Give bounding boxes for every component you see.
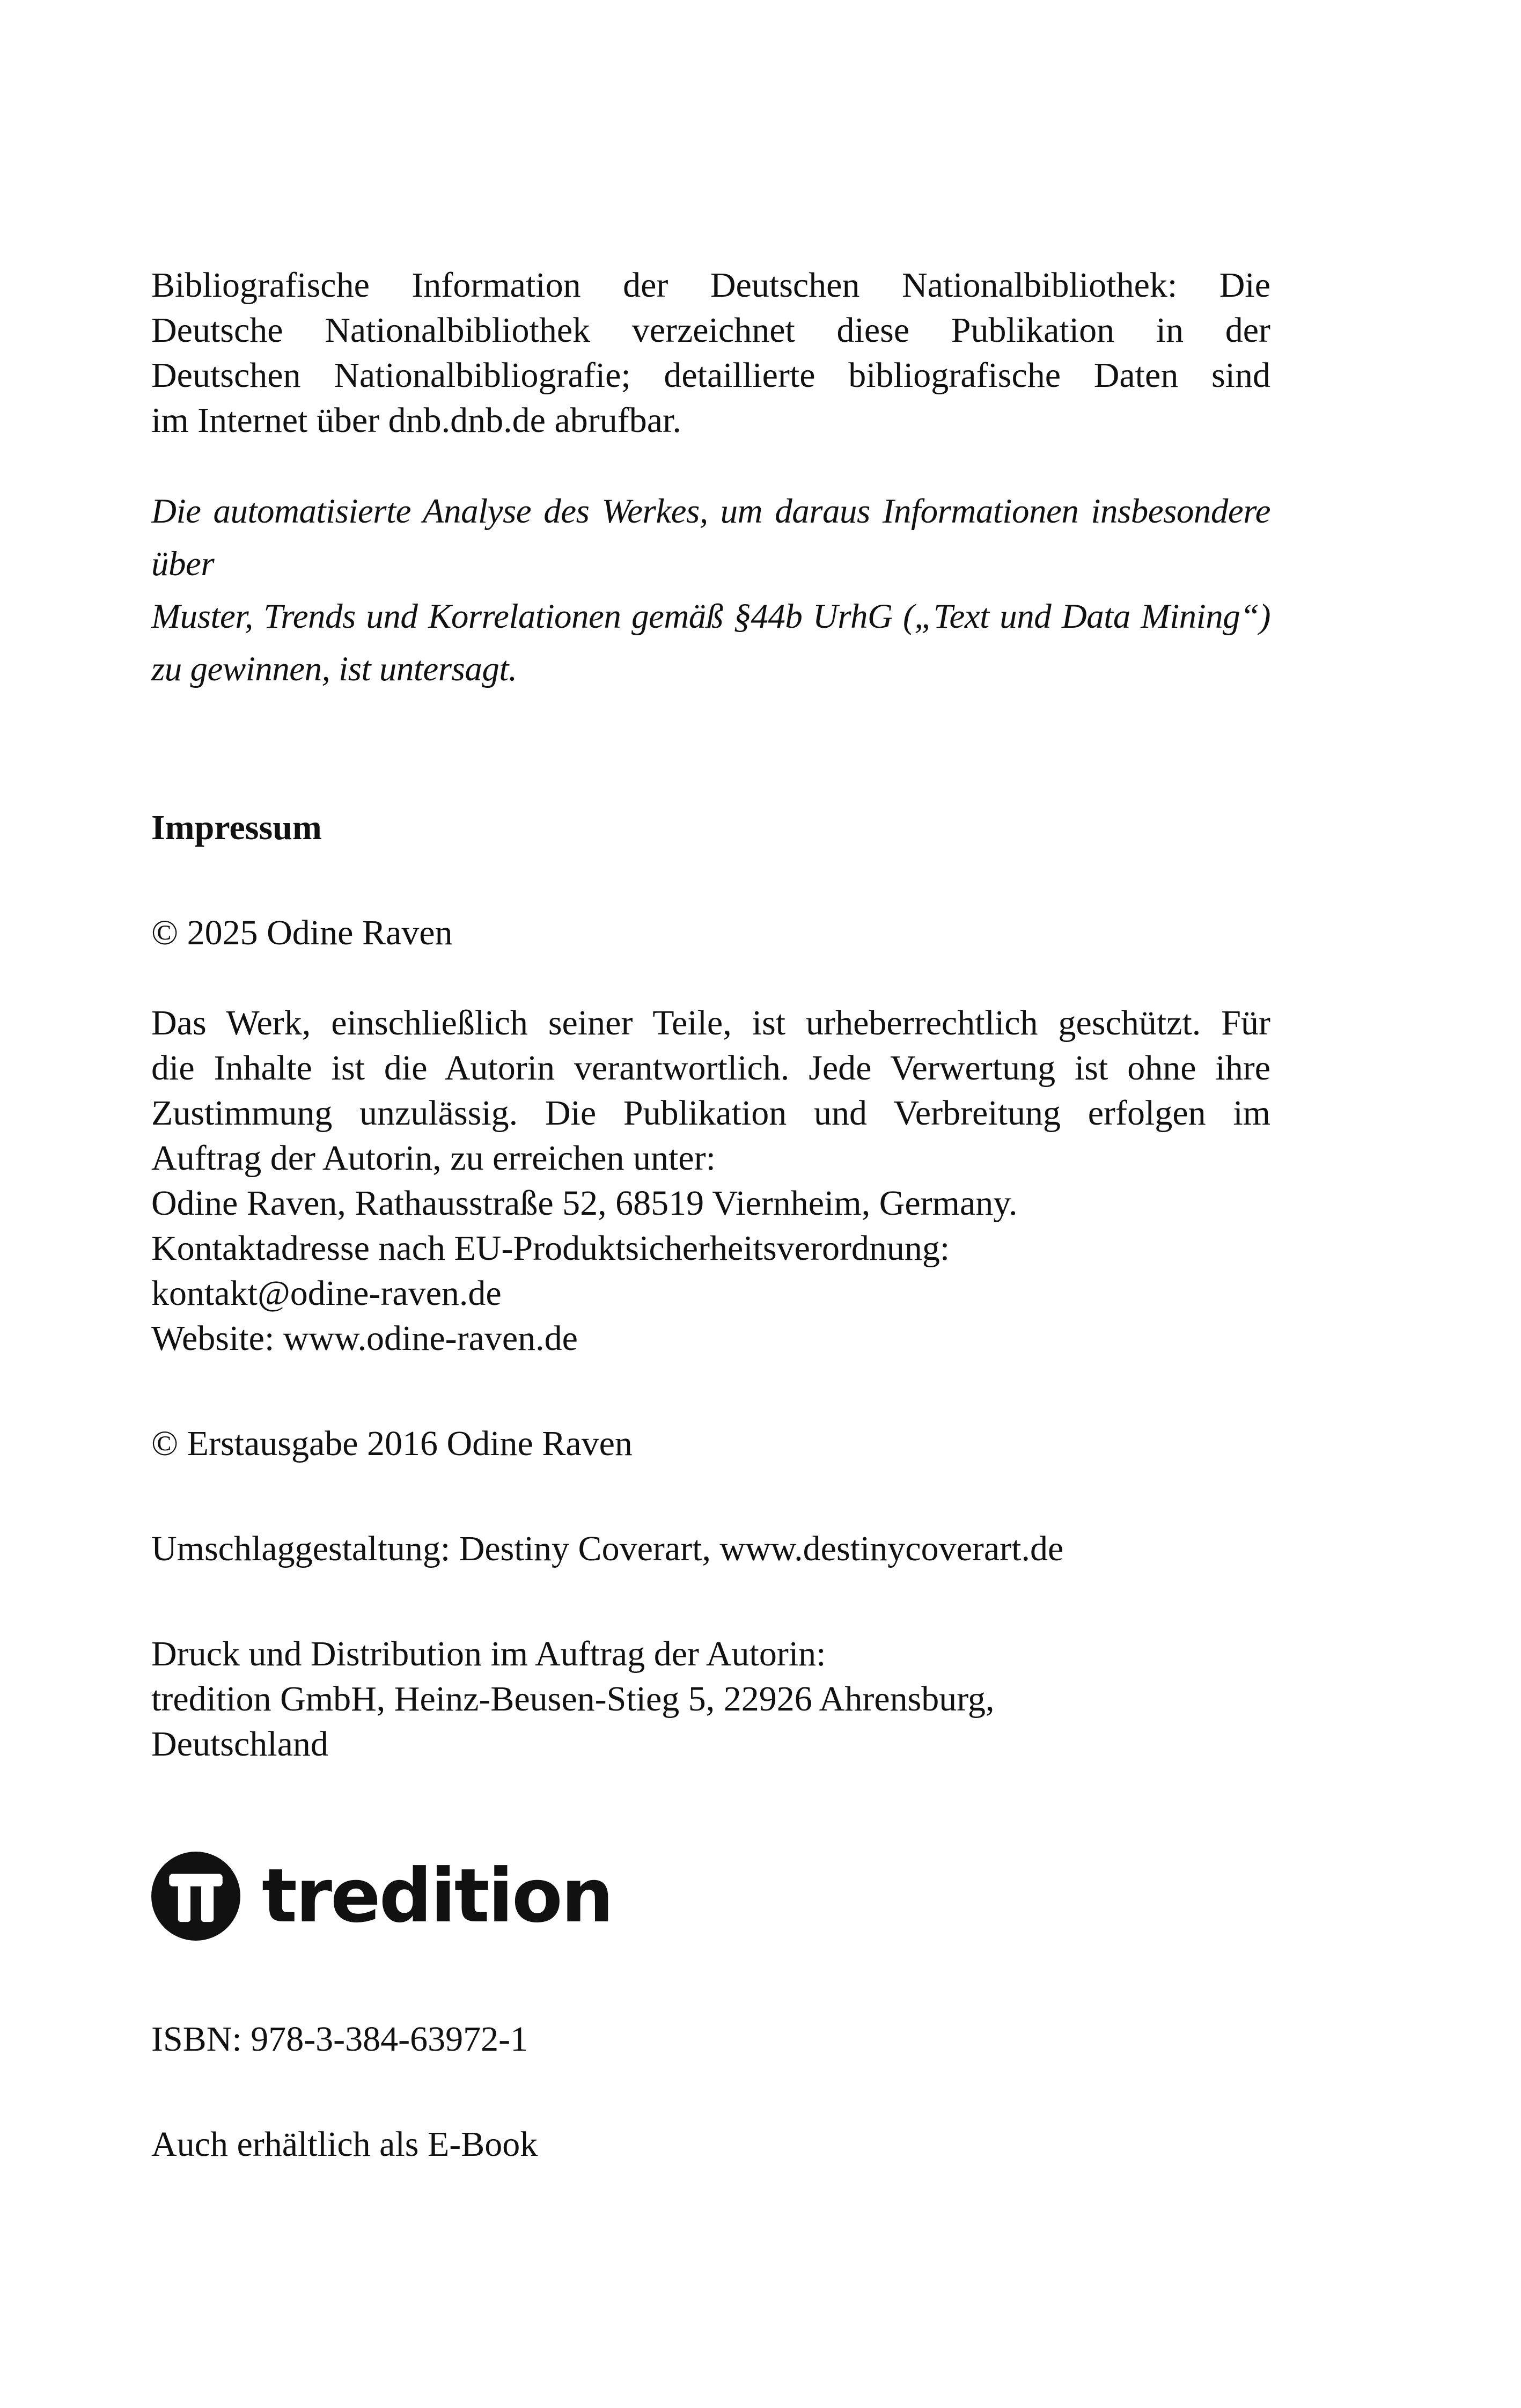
isbn-line: ISBN: 978-3-384-63972-1	[151, 2020, 528, 2059]
bibliographic-line: im Internet über dnb.dnb.de abrufbar.	[151, 401, 681, 440]
ebook-note: Auch erhältlich als E-Book	[151, 2125, 538, 2164]
imprint-page	[151, 263, 1270, 2167]
tredition-logo	[151, 1851, 1270, 1942]
distribution-line: tredition GmbH, Heinz-Beusen-Stieg 5, 22926 Ahrensburg,	[151, 1679, 995, 1719]
distribution-line: Deutschland	[151, 1724, 328, 1764]
website-line: Website: www.odine-raven.de	[151, 1319, 578, 1358]
first-edition-line: © Erstausgabe 2016 Odine Raven	[151, 1424, 633, 1463]
tdm-notice-line: zu gewinnen, ist untersagt.	[151, 650, 517, 688]
rights-notice	[151, 1001, 1270, 1361]
tredition-wordmark: tredition	[262, 1853, 613, 1939]
rights-line: Das Werk, einschließlich seiner Teile, ist urheberrechtlich geschützt. Für	[151, 1003, 1270, 1043]
distribution-info	[151, 1632, 1270, 1767]
address-line: Odine Raven, Rathausstraße 52, 68519 Viernheim, Germany.	[151, 1184, 1018, 1223]
cover-design-line: Umschlaggestaltung: Destiny Coverart, www.destinycoverart.de	[151, 1529, 1064, 1568]
bibliographic-line: Deutschen Nationalbibliografie; detaillierte bibliografische Daten sind	[151, 356, 1270, 395]
contact-heading-line: Kontaktadresse nach EU-Produktsicherheitsverordnung:	[151, 1229, 950, 1268]
rights-line: Zustimmung unzulässig. Die Publikation und Verbreitung erfolgen im	[151, 1093, 1270, 1133]
rights-line: die Inhalte ist die Autorin verantwortlich. Jede Verwertung ist ohne ihre	[151, 1048, 1270, 1088]
bibliographic-line: Bibliografische Information der Deutschen Nationalbibliothek: Die	[151, 266, 1270, 305]
tdm-notice-line: Die automatisierte Analyse des Werkes, um daraus Informationen insbesondere über	[151, 492, 1270, 583]
impressum-heading: Impressum	[151, 808, 322, 847]
rights-line: Auftrag der Autorin, zu erreichen unter:	[151, 1139, 716, 1178]
tdm-notice-line: Muster, Trends und Korrelationen gemäß §44b UrhG („Text und Data Mining“)	[151, 597, 1270, 636]
email-line: kontakt@odine-raven.de	[151, 1274, 502, 1313]
copyright-line: © 2025 Odine Raven	[151, 913, 453, 952]
tredition-logo-icon	[151, 1852, 240, 1941]
distribution-line: Druck und Distribution im Auftrag der Autorin:	[151, 1634, 826, 1673]
bibliographic-info	[151, 263, 1270, 443]
tdm-notice	[151, 485, 1270, 695]
bibliographic-line: Deutsche Nationalbibliothek verzeichnet diese Publikation in der	[151, 311, 1270, 350]
